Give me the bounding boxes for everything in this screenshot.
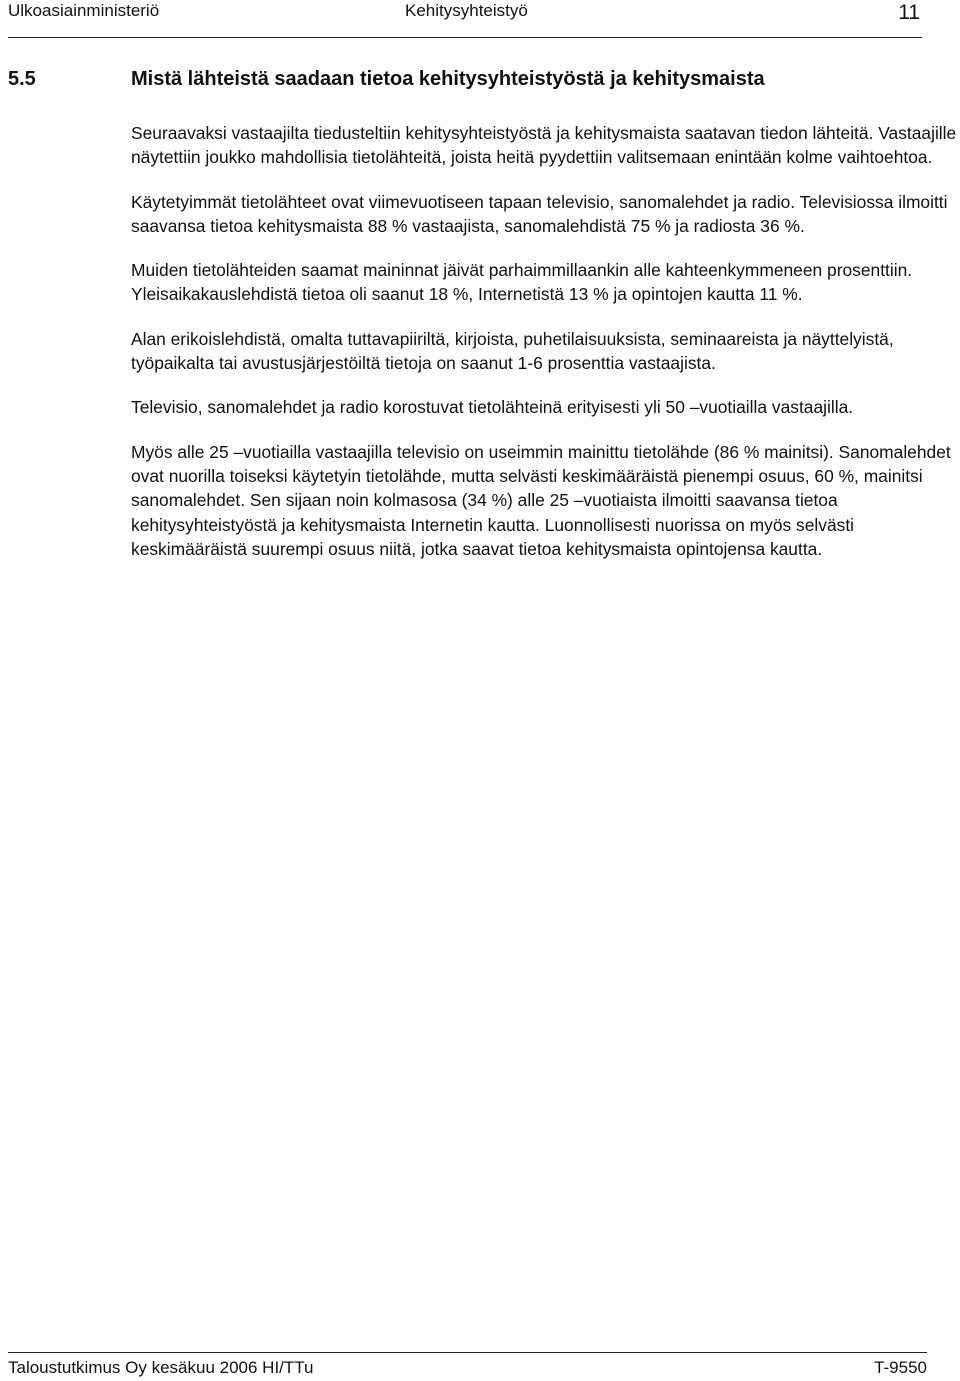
paragraph: Seuraavaksi vastaajilta tiedusteltiin kehitysyhteistyöstä ja kehitysmaista saatavan tiedon lähteitä. Vastaajille näytettiin joukko mahdollisia tietolähteitä, joista heitä pyydettiin valitsemaan enintään kolme vaihtoehtoa.	[131, 123, 957, 168]
footer-publisher: Taloustutkimus Oy kesäkuu 2006 HI/TTu	[8, 1358, 314, 1377]
header-organization: Ulkoasiainministeriö	[8, 1, 160, 20]
paragraph: Muiden tietolähteiden saamat maininnat jäivät parhaimmillaankin alle kahteenkymmeneen prosenttiin. Yleisaikakauslehdistä tietoa oli saanut 18 %, Internetistä 13 % ja opintojen kautta 11 %.	[131, 260, 913, 305]
footer-report-code: T-9550	[874, 1358, 927, 1377]
body-text	[131, 121, 959, 581]
section-number: 5.5	[8, 68, 36, 90]
paragraph: Myös alle 25 –vuotiailla vastaajilla televisio on useimmin mainittu tietolähde (86 % mainitsi). Sanomalehdet ovat nuorilla toiseksi käytetyin tietolähde, mutta selvästi keskimääräistä pienempi osuus, 60 %, mainitsi sanomalehdet. Sen sijaan noin kolmasosa (34 %) alle 25 –vuotiaista ilmoitti saavansa tietoa kehitysyhteistyöstä ja kehitysmaista Internetin kautta. Luonnollisesti nuorissa on myös selvästi keskimääräistä suurempi osuus niitä, jotka saavat tietoa kehitysmaista opintojensa kautta.	[131, 441, 951, 559]
section-heading	[8, 65, 765, 93]
page-footer	[8, 1352, 927, 1381]
page-header	[8, 0, 922, 38]
paragraph: Käytetyimmät tietolähteet ovat viimevuotiseen tapaan televisio, sanomalehdet ja radio. Televisiossa ilmoitti saavansa tietoa kehitysmaista 88 % vastaajista, sanomalehdistä 75 % ja radiosta 36 %.	[131, 191, 948, 236]
page-number: 11	[898, 1, 920, 24]
header-topic: Kehitysyhteistyö	[405, 1, 528, 20]
paragraph: Alan erikoislehdistä, omalta tuttavapiiriltä, kirjoista, puhetilaisuuksista, seminaareista ja näyttelyistä, työpaikalta tai avustusjärjestöiltä tietoja on saanut 1-6 prosenttia vastaajista.	[131, 328, 894, 374]
paragraph: Televisio, sanomalehdet ja radio korostuvat tietolähteinä erityisesti yli 50 –vuotiailla vastaajilla.	[131, 397, 854, 418]
section-title: Mistä lähteistä saadaan tietoa kehitysyhteistyöstä ja kehitysmaista	[131, 68, 765, 90]
